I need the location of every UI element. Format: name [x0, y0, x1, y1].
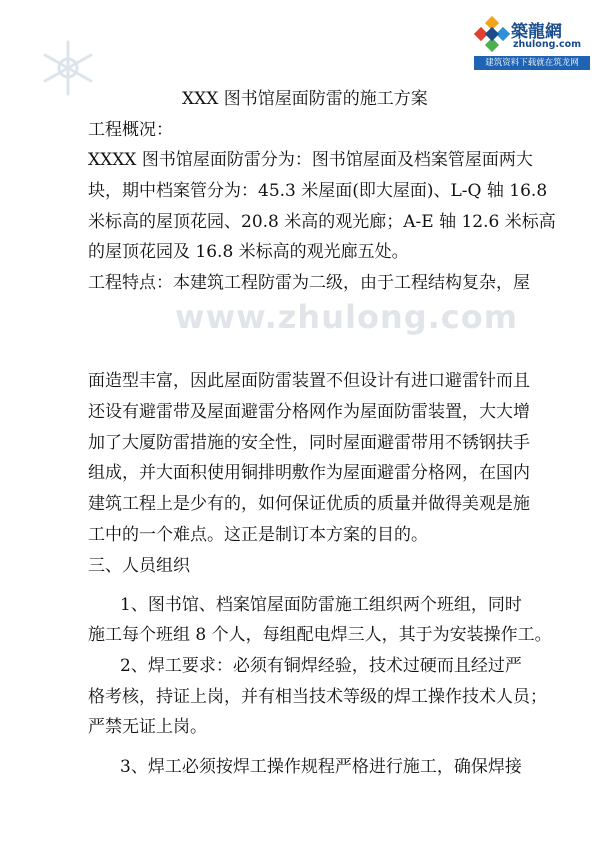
logo-banner: 建筑资料下载就在筑龙网: [474, 56, 590, 70]
logo-url: zhulong.com: [513, 39, 582, 50]
text-line: 组成，并大面积使用铜排明敷作为屋面避雷分格网，在国内: [88, 463, 530, 483]
text-line: 施工每个班组 8 个人，每组配电焊三人，其于为安装操作工。: [88, 625, 552, 645]
watermark-text: www.zhulong.com: [175, 298, 519, 336]
snowflake-watermark-icon: [38, 38, 98, 98]
text-line: 3、焊工必须按焊工操作规程严格进行施工，确保焊接: [120, 757, 522, 777]
text-line: 工中的一个难点。这正是制订本方案的目的。: [88, 525, 428, 545]
text-line: 格考核，持证上岗，并有相当技术等级的焊工操作技术人员；: [88, 687, 547, 707]
logo-name: 築龍網: [511, 22, 562, 42]
text-line: 加了大厦防雷措施的安全性，同时屋面避雷带用不锈钢扶手: [88, 433, 530, 453]
text-line: 米标高的屋顶花园、20.8 米高的观光廊；A-E 轴 12.6 米标高: [88, 212, 556, 232]
zhulong-logo-icon: [474, 16, 510, 52]
text-line: 工程概况：: [88, 120, 173, 140]
text-line: 块，期中档案管分为：45.3 米屋面(即大屋面)、L-Q 轴 16.8: [88, 181, 548, 201]
text-line: 的屋顶花园及 16.8 米标高的观光廊五处。: [88, 242, 409, 262]
text-line: 面造型丰富，因此屋面防雷装置不但设计有进口避雷针而且: [88, 371, 530, 391]
text-line: 还设有避雷带及屋面避雷分格网作为屋面防雷装置，大大增: [88, 402, 530, 422]
text-line: 2、焊工要求：必须有铜焊经验，技术过硬而且经过严: [120, 656, 522, 676]
text-line: 建筑工程上是少有的，如何保证优质的质量并做得美观是施: [88, 494, 530, 514]
text-line: 严禁无证上岗。: [88, 717, 207, 737]
document-title: XXX 图书馆屋面防雷的施工方案: [182, 89, 428, 109]
section-heading: 三、人员组织: [88, 556, 190, 576]
zhulong-logo: [474, 14, 590, 76]
text-line: 工程特点：本建筑工程防雷为二级，由于工程结构复杂，屋: [88, 273, 530, 293]
text-line: 1、图书馆、档案馆屋面防雷施工组织两个班组，同时: [120, 595, 522, 615]
text-line: XXXX 图书馆屋面防雷分为：图书馆屋面及档案管屋面两大: [88, 150, 533, 170]
